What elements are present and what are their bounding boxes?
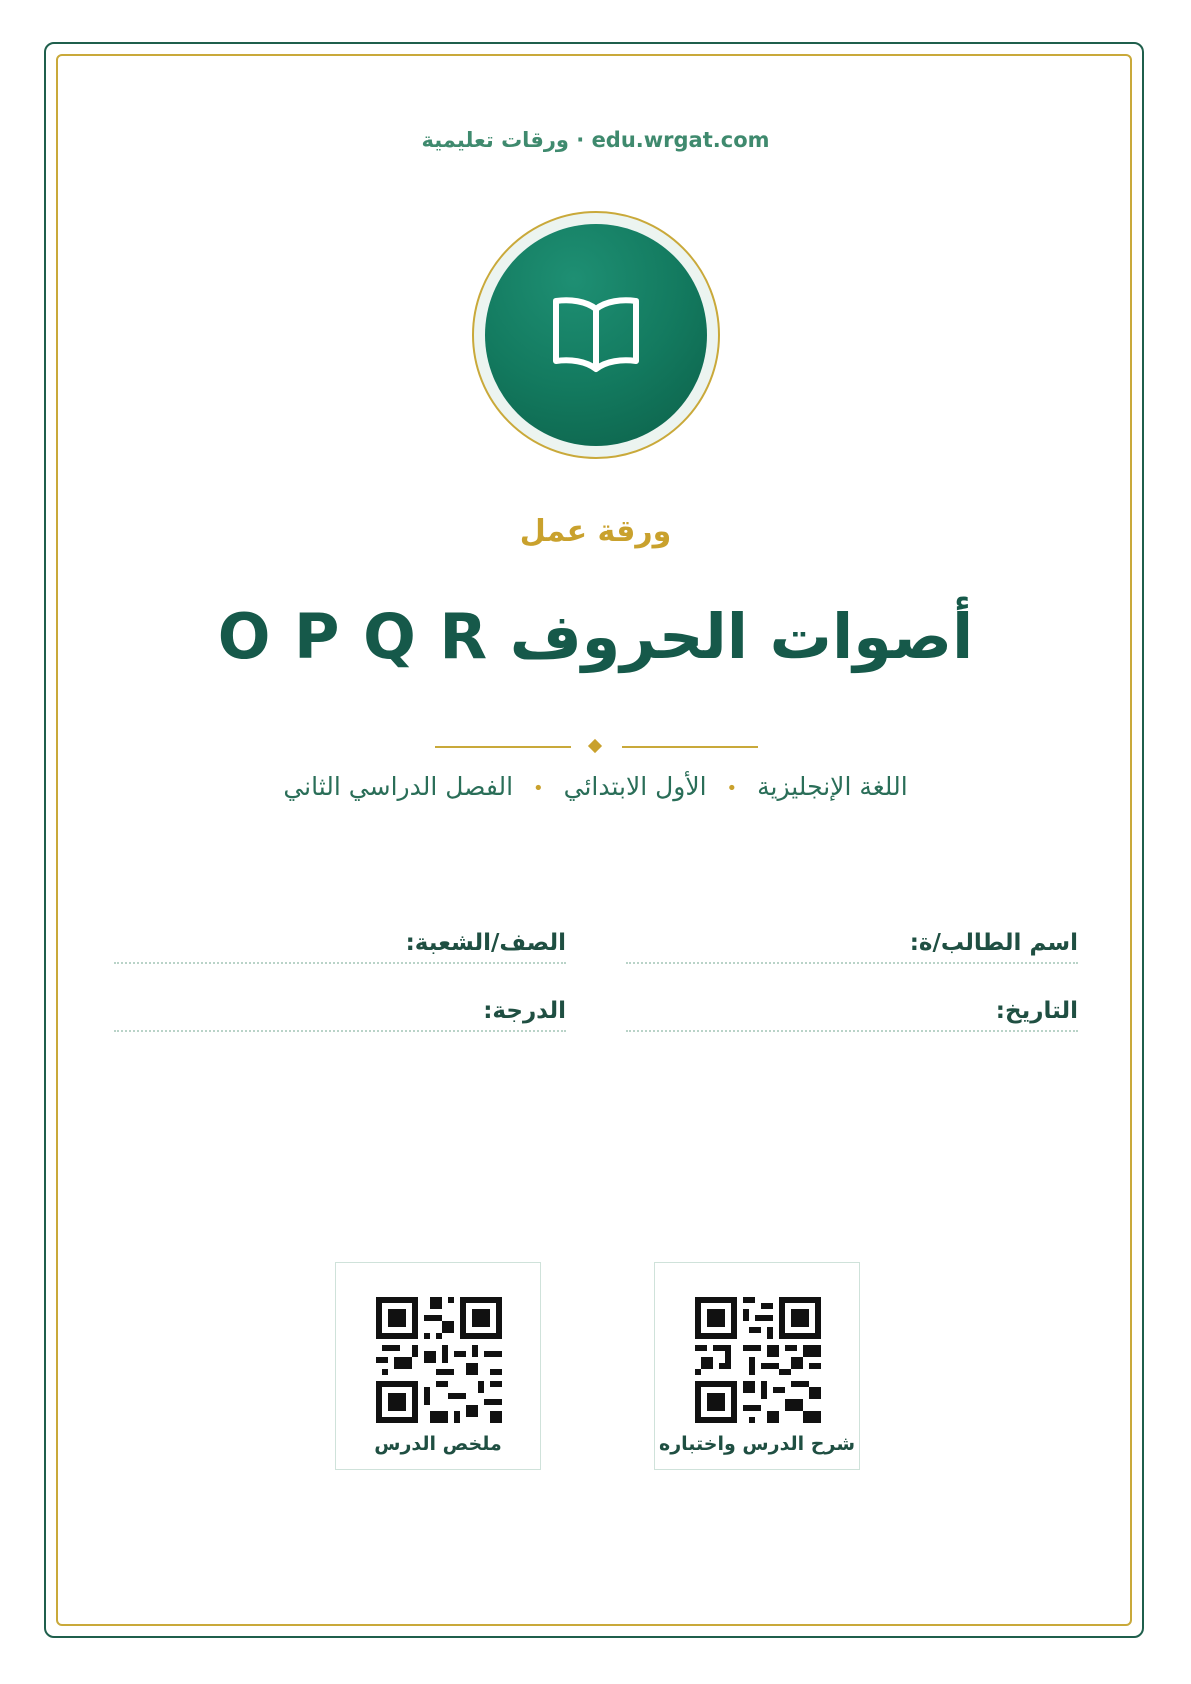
meta-separator: • <box>726 777 738 799</box>
worksheet-label: ورقة عمل <box>519 514 672 549</box>
date-field[interactable] <box>626 998 1078 1032</box>
date-label: التاريخ: <box>995 998 1078 1024</box>
score-label: الدرجة: <box>483 998 566 1024</box>
student-name-label: اسم الطالب/ة: <box>909 930 1078 956</box>
qr-card-summary[interactable] <box>335 1262 541 1470</box>
class-section-field[interactable] <box>114 930 566 964</box>
course-meta <box>0 772 1191 801</box>
subject-text: اللغة الإنجليزية <box>757 772 908 801</box>
qr-code-icon <box>376 1297 502 1423</box>
qr-label-summary: ملخص الدرس <box>374 1433 502 1455</box>
open-book-icon <box>548 295 644 375</box>
term-text: الفصل الدراسي الثاني <box>283 772 514 801</box>
qr-label-explanation: شرح الدرس واختباره <box>658 1433 856 1455</box>
divider-line-right <box>622 746 758 748</box>
meta-separator: • <box>533 777 544 799</box>
page-title: أصوات الحروف O P Q R <box>217 600 974 673</box>
emblem <box>485 224 707 446</box>
student-name-field[interactable] <box>626 930 1078 964</box>
score-field[interactable] <box>114 998 566 1032</box>
site-header: edu.wrgat.com · ورقات تعليمية <box>421 128 770 152</box>
qr-card-explanation[interactable] <box>654 1262 860 1470</box>
divider-line-left <box>435 746 571 748</box>
grade-text: الأول الابتدائي <box>563 772 707 801</box>
qr-code-icon <box>695 1297 821 1423</box>
class-section-label: الصف/الشعبة: <box>405 930 566 956</box>
